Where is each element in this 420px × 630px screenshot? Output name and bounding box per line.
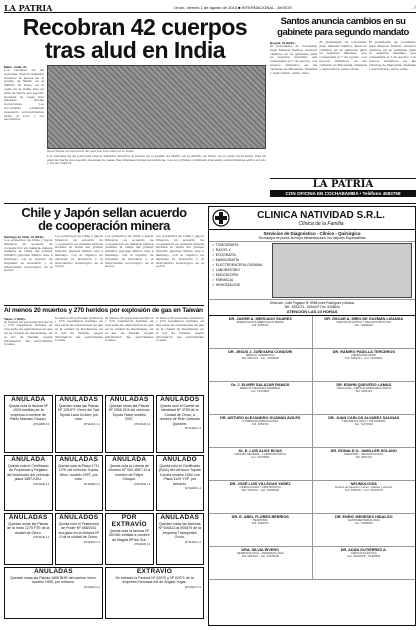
doctor-phone: Cel. 72456831 [354,521,373,526]
classified-ad-title: ANULADO [162,456,198,463]
masthead [4,3,416,13]
clinic-doctor-row [209,448,415,481]
classified-ad-body: Queda nula la factura Nº 001961 emitida a nombre de Magda Mª del Sur. [108,529,150,542]
doctor-phone: Telf. 5254721 [251,422,269,427]
doctor-phone: Cel. 76610375 - 72468300 [347,554,381,559]
clinic-services-list [212,243,272,298]
clinic-ad [208,206,416,626]
story-india-headline-2: tras alud en India [44,37,226,63]
doctor-card [209,481,313,513]
doctor-phone: Telf. 5254721 [355,389,373,394]
doctor-specialty: TRAUMATOLOGÍA Y ORTOPEDIA [341,419,386,423]
doctor-card [209,514,313,546]
doctor-specialty: Horario de Atención: Lunes - Martes y Viernes [335,485,393,489]
doctor-name: DR. JUAN CARLOS ALVAREZ SALINAS [328,416,400,420]
clinic-doctor-row [209,514,415,547]
classified-ad [55,513,104,565]
classified-ad-ref: (0714114) 0-1 [134,422,151,426]
classified-ad [105,513,154,565]
story-chile-dateline: Santiago de Chile, 31 (EFE).- [4,235,45,239]
clinic-service-item: ✓ HEMODIÁLISIS [212,283,240,287]
doctor-phone: Telf. 5254721 - Cel. 76610375 [345,488,383,493]
classified-ad-title: ANULADAS [160,514,200,521]
doctor-specialty: MÉDICO INTERNISTA [246,353,275,357]
classified-ad-body: Queda nulo el Certificado (RUA) del vehículo Toyota Corolla modelo 1992 con Placa 1129 YXP, por extravío. [158,464,201,486]
masthead-logo: LA PATRIA [4,2,53,13]
story-taiwan-body-col4: Al menos 20 personas murieron y 270 resultaron heridas en una serie de explosiones de gas en la ciudad de Kaohsiung, en el sur de Taiwán, según informaron las autoridades locales. [155,316,204,343]
classified-ad-body: Quedan nulas las Placas de la moto 1275 FTE de la ciudad de Oruro. [7,522,50,535]
doctor-phone: Telf. 5254721 - Cel. 72478100 [241,554,279,559]
classified-ad-ref: (0714101) 1-1 [83,540,100,544]
doctor-phone: Telf. 5254721 [251,521,269,526]
story-taiwan-body-col3: Al menos 20 personas murieron y 270 resultaron heridas en una serie de explosiones de gas en la ciudad de Kaohsiung, en el sur de Taiwán, según informaron las autoridades locales. [105,316,154,343]
doctor-card [313,316,416,348]
doctor-specialty: NEUROCIRUJANO [351,353,376,357]
classified-ad-body: Se extravió la Factura Nº 02970 y Nº 02971 de la empresa Farmacia Inti de Ángelo Yugar. [115,576,194,585]
clinic-service-item: ✓ RAYOS X [212,248,231,252]
clinic-services-block [209,242,415,300]
clinic-doctor-row [209,415,415,448]
clinic-doctor-row [209,481,415,514]
doctor-name: DR. RONALD G. JAMILLER SOLANO [330,449,397,453]
story-chile-body: Los gobiernos de Chile y Japón firmaron un acuerdo de cooperación en materia minera durante la visita del primer ministro japonés Shinzo Abe a Santiago, con el objetivo de impulsar la inversión y el intercambio tecnológico en el sector. [4,239,53,273]
doctor-phone: Telf. 5254721 - Cel. 72468300 [241,356,279,361]
clinic-name: CLINICA NATIVIDAD S.R.L. [257,209,385,221]
doctor-name: Dr. J. ELMER SALAZAR RAMOS [231,383,290,387]
story-taiwan-body: Al menos 20 personas murieron y 270 resultaron heridas en una serie de explosiones de gas en la ciudad de Kaohsiung, en el sur de Taiwán, según informaron las autoridades locales. [4,320,53,347]
doctor-name: DR. ÓSCAR A. MIRO DE GUZMÁN LIZANDA [324,317,404,321]
doctor-specialty: ESPECIALISTA MEDICINA INTERNA [236,320,284,324]
clinic-services-sub: Tecnología de punta, la mejor infraestructura, los mejores Especialistas [258,236,366,240]
clinic-service-item: ✓ TOMOGRAFÍA [212,243,239,247]
classified-ad-title: ANULADAS [8,514,48,521]
classified-ad-title: POR EXTRAVÍO [111,514,147,528]
classified-ad-body: Quedan nulas las facturas Nº 000813 al 000870 de la empresa Transportes Oruro. [158,522,201,540]
classified-ad-title: ANULADAS [109,396,149,403]
doctor-name: DR. EDWIN QUEVEDO LAMAS [336,383,392,387]
doctor-specialty: GINECOLOGÍA Y OBSTETRICIA [239,485,281,489]
doctor-card [209,316,313,348]
story-taiwan [4,305,204,393]
story-santos-dateline: Bogotá, 31 (EFE).- [270,41,296,45]
story-chile-body-col3: Los gobiernos de Chile y Japón firmaron un acuerdo de cooperación en materia minera durante la visita del primer ministro japonés Shinzo Abe a Santiago, con el objetivo de impulsar la inversión y el intercambio tecnológico en el sector. [105,235,154,269]
clinic-address: Dirección: Calle Pagador Nº 5988 entre Rodríguez y Aldana [269,301,355,305]
classified-ad-body: Quedan nulas las Placas Nº 2906 KFA del vehículo Toyota Hiace modelo 2007. [108,404,150,422]
doctor-card [209,448,313,480]
story-india-body-cont: Los rescates de 42 personas fueron hallados muertos el jueves en el pueblo de Malin, en el distrito de Pune, en el oeste de la India, tras un alud de tierra que sepultó decenas de casas tras intensas lluvias monzónicas. Los socorristas continúan buscando sobrevivientes entre el lodo y los escombros. [47,154,266,166]
classified-ad-body: Queda nula el Certificado de Propiedad y Registro del Automotor del vehículo placa 1587-KDU. [7,464,50,482]
story-santos-body: El presidente de Colombia, Juan Manuel Santos, anunció cambios en su gabinete para su segundo mandato que comenzará el 7 de agosto, con nuevos ministros en las carteras de Hacienda, Defensa y Agricultura, entre otras. [270,45,318,75]
classified-ad [105,455,154,511]
doctor-name: DR. E. ABEL FLORES BERRIOS [231,515,289,519]
classified-ad-title: ANULADA [11,456,46,463]
doctor-name: DR. JESUS J. ZUÑIGARA CONDORI [228,350,293,354]
clinic-service-item: ✓ ELECTROENCEFALOGRAMA [212,263,263,267]
classified-ad [105,395,154,453]
doctor-name: Dr. E. LUIS ALVIZ RIJAS [238,449,282,453]
clinic-doctor-row [209,316,415,349]
classified-ad-title: ANULADA [112,456,147,463]
doctor-phone: Cel. 72473901 [251,389,270,394]
doctor-card [313,514,416,546]
divider-1 [4,203,416,204]
classified-ad-ref: (0714103) 1-1 [134,482,151,486]
doctor-phone: Telf. 5254721 - Cel. 72478301 [345,356,383,361]
classified-ad-body: Queda nulo el Testimonio de Poder Nº 458/2011 otorgado en la Notaría Nº 5 de la ciudad de Oruro. [58,522,100,540]
classified-ad-ref: (0714112) 1-1 [83,585,100,589]
story-santos-body-col2: El presidente de Colombia, Juan Manuel Santos, anunció cambios en su gabinete para su segundo mandato que comenzará el 7 de agosto, con nuevos ministros en las carteras de Hacienda, Defensa y Agricultura, entre otras. [319,41,367,71]
cochabamba-banner [270,178,416,202]
clinic-emergency: ATENCIÓN LAS 24 HORAS [286,309,338,314]
classified-ad-ref: (0714118) 1-1 [184,487,201,491]
classified-ad-body: Queda nula la factura Nº 1029 emitida por la empresa a nombre de Pablo Mamani Orosco. [8,404,48,422]
story-santos-headline: Santos anuncia cambios en su gabinete para segundo mandato [277,16,409,38]
classified-ad [4,567,103,619]
classified-ad [4,395,53,453]
classified-ad-title: ANULADAS [34,568,73,575]
classified-ad [156,455,205,511]
classified-ad [105,567,204,619]
classified-ad-ref: (0714100) 1-1 [134,543,151,547]
doctor-specialty: DERMATOLOGÍA - VENEREOLOGÍA [236,551,284,555]
classified-ad [55,395,104,453]
doctor-specialty: CIRUGÍA PLÁSTICA [350,551,377,555]
clinic-doctor-row [209,382,415,415]
doctor-phone: Cel. 72470500 [251,455,270,460]
banner-text: CON OFICINA EN COCHABAMBA • Teléfono 4583758 [270,190,416,197]
doctor-card [209,415,313,447]
banner-logo: LA PATRIA [312,179,374,190]
page-number: 7 [413,5,416,10]
doctor-card [313,448,416,480]
masthead-info: Oruro, viernes 1 de agosto de 2014 ■ INTERNACIONAL - AVISOS [174,5,292,10]
doctor-name: DRA. SILVIA RIVERO [241,548,280,552]
doctor-name: DR. RAMIRO PADILLA TERCEROS [332,350,395,354]
clinic-service-item: ✓ ECOGRAFÍA [212,253,236,257]
classified-ad-body: Quedan nulas las Placas 1806 BHR del camión Volvo, modelo 1995, por extravío. [10,576,97,585]
classifieds-grid [4,395,204,627]
story-india-dateline: Malin - India, 31 - [4,65,29,69]
doctor-specialty: PEDIATRÍA [252,518,268,522]
doctor-card [313,349,416,381]
doctor-name: DR. JOSÉ LUIS VILLEGAS YAÑEZ [229,482,291,486]
clinic-service-item: ✓ LABORATORIO [212,268,240,272]
doctor-specialty: OTORRINOLARINGOLOGÍA [242,419,279,423]
doctor-specialty: PEDIATRÍA - NEONATOLOGÍA [344,452,384,456]
doctor-phone: Telf. 5254721 - Cel. 72468400 [241,488,279,493]
story-india-caption: Socorristas recuperaron 42 cuerpos tras alud en la India. [47,150,135,153]
classified-ad-ref: (0714102) 1-1 [184,427,201,431]
doctor-card [209,349,313,381]
doctor-specialty: MÉDICO CIRUJANO GENERAL [240,386,281,390]
doctor-phone: Telf. 5254721 [355,455,373,460]
doctor-name: DR. ENRIC MENESES HIDALGO [334,515,393,519]
classified-ad-ref: (0714106) 1-1 [33,482,50,486]
classified-ad [156,513,205,565]
clinic-service-item: ✓ MAMOGRAFÍA [212,258,239,262]
doctor-card [313,415,416,447]
clinic-phones: Telf.: 5254721 - 5254447 Fax: 5255644 [284,305,340,309]
classified-ad-body: Quedan nulas las Placas Nº 125-IPY Oruro del Taxi Toyota Land Cruiser, por robo. [58,404,100,422]
story-chile-body-col4: Los gobiernos de Chile y Japón firmaron un acuerdo de cooperación en materia minera durante la visita del primer ministro japonés Shinzo Abe a Santiago, con el objetivo de impulsar la inversión y el intercambio tecnológico en el sector. [155,235,204,269]
doctor-specialty: CIRUGÍA PLÁSTICA Y RECONSTRUCTIVA [336,320,392,324]
clinic-service-item: ✓ FARMACIA [212,278,234,282]
clinic-services-title: Servicios de Diagnóstico - Clínico - Quirúrgico [263,231,361,236]
clinic-logo-icon [212,209,230,227]
clinic-doctor-row [209,547,415,580]
doctor-specialty: CIRUGÍA GENERAL - LAPAROSCÓPICA [234,452,287,456]
doctor-card [313,382,416,414]
clinic-tagline: Clínica de la Familia [298,220,344,227]
classified-ad [4,513,53,565]
classified-ad-title: ANULADAS [59,456,99,463]
doctor-name: DR. ADÁN GUTIÉRREZ A. [340,548,387,552]
doctor-phone: Cel. 72473000 [354,422,373,427]
doctor-specialty: GASTROENTEROLOGÍA [347,518,380,522]
doctor-card [209,382,313,414]
clinic-header [209,207,415,230]
classified-ad-title: ANULADOS [59,514,99,521]
doctor-card [209,547,313,579]
classified-ad-title: ANULADA [11,396,46,403]
doctor-name: DR. JAVIER A. MERCADO SUAREZ [228,317,292,321]
classified-ad-body: Queda nula la Libreta de Ahorros Nº 304-4587-12 a nombre de Felipe Choque. [108,464,151,482]
story-chile-headline-2: de cooperación minera [38,218,170,233]
story-santos [270,16,416,176]
classified-ad-ref: (0714109) 1-1 [184,540,201,544]
classified-ad-body: Queda nula la Placa 1711 UTE del vehículo Toyota Hilux, modelo 1997, por robo. [58,464,100,482]
story-taiwan-dateline: Taipei, 1 (EFE).- [4,316,27,321]
story-chile-headline-1: Chile y Japón sellan acuerdo [21,206,187,220]
clinic-building-photo [272,243,412,298]
classified-ad [4,455,53,511]
classified-ad [156,395,205,453]
story-india-body: Los rescates de 42 personas fueron hallados muertos el jueves en el pueblo de Malin, en el distrito de Pune, en el oeste de la India, tras un alud de tierra que sepultó decenas de casas tras intensas lluvias monzónicas. Los socorristas continúan buscando sobrevivientes entre el lodo y los escombros. [4,69,44,122]
story-chile-body-col2: Los gobiernos de Chile y Japón firmaron un acuerdo de cooperación en materia minera durante la visita del primer ministro japonés Shinzo Abe a Santiago, con el objetivo de impulsar la inversión y el intercambio tecnológico en el sector. [54,235,103,269]
story-santos-body-col3: El presidente de Colombia, Juan Manuel Santos, anunció cambios en su gabinete para su segundo mandato que comenzará el 7 de agosto, con nuevos ministros en las carteras de Hacienda, Defensa y Agricultura, entre otras. [368,41,416,71]
classified-ad-ref: (0714117) 1-1 [184,585,201,589]
classified-ad-ref: (0714121) 1-1 [83,422,100,426]
classified-ad [55,455,104,511]
clinic-doctor-row [209,349,415,382]
doctor-card [313,481,416,513]
story-india-headline-1: Recobran 42 cuerpos [22,16,248,40]
doctor-phone: Cel. 72469200 [354,323,373,328]
story-india [4,16,266,184]
doctor-specialty: UROLOGÍA - CIRUGÍA ENDOUROLÓGICA [336,386,391,390]
doctor-name: NEUMOLOGÍA [350,482,377,486]
story-india-photo [47,65,266,149]
doctor-card [313,547,416,579]
doctor-phone: Telf. 5254721 [251,323,269,328]
clinic-doctors [209,316,415,580]
classified-ad-title: ANULADAS [59,396,99,403]
story-taiwan-body-col2: Al menos 20 personas murieron y 270 resultaron heridas en una serie de explosiones de gas en la ciudad de Kaohsiung, en el sur de Taiwán, según informaron las autoridades locales. [54,316,103,343]
classified-ad-title: EXTRAVÍO [136,568,173,575]
classified-ad-ref: (0714115) 1-1 [33,536,50,540]
doctor-name: DR. ARTURO ALEJANDRO GUZMÁN AVILÉS [220,416,301,420]
story-chile [4,206,204,304]
story-taiwan-headline: Al menos 20 muertos y 270 heridos por explosión de gas en Taiwán [4,307,203,314]
classified-ad-body: Queda nulo el Carnet de Identidad Nº 4750 de la Ciudad de Oruro, a nombre de Ruth Gallardo Quisbert. [159,404,200,426]
classified-ad-ref: (0714098) 0-1 [33,422,50,426]
classified-ad-title: ANULADOS [160,396,200,403]
clinic-service-item: ✓ ENDOSCOPÍA [212,273,239,277]
classified-ad-ref: (0714099) 1-1 [83,482,100,486]
